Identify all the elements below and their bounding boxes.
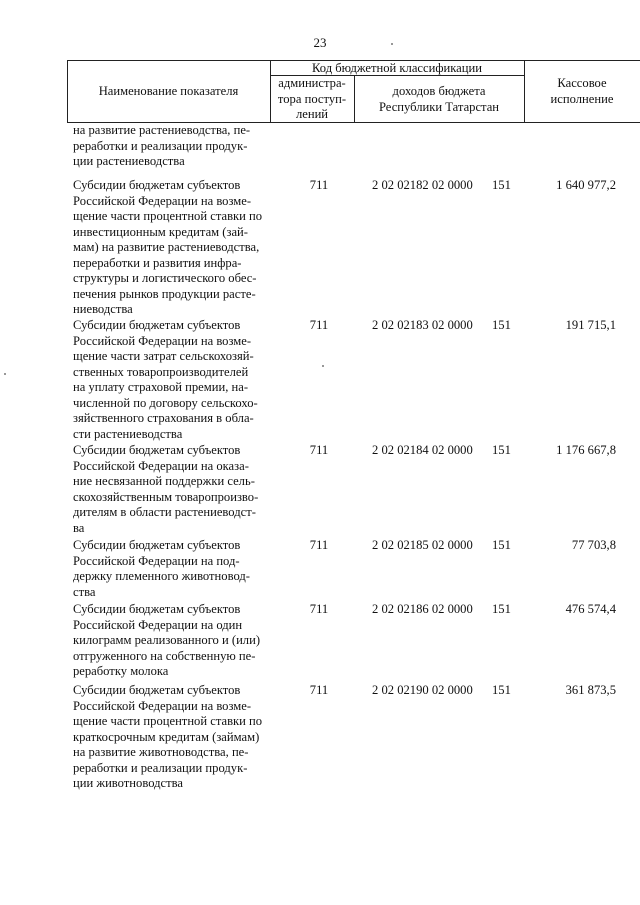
- row-subcode: 151: [492, 318, 511, 332]
- row-description: Субсидии бюджетам субъектов Российской Федерации на один килограмм реализованного и (или) отгруженного на собственную пе- реработку молока: [73, 602, 261, 678]
- header-revenues-of-republic: доходов бюджета Республики Татарстан: [378, 84, 500, 114]
- header-indicator-name: Наименование показателя: [98, 84, 239, 98]
- scan-speck: [4, 373, 6, 375]
- row-income-code: 2 02 02183 02 0000: [372, 318, 473, 332]
- row-subcode: 151: [492, 602, 511, 616]
- row-description: Субсидии бюджетам субъектов Российской Федерации на оказа- ние несвязанной поддержки сель- скохозяйственным товаропроизво- дителям в области растениеводст- ва: [73, 443, 259, 535]
- row-amount: 476 574,4: [565, 602, 616, 616]
- row-admin-code: 711: [309, 318, 329, 332]
- continued-description: на развитие растениеводства, пе- реработки и реализации продук- ции растениеводства: [73, 123, 251, 168]
- row-description: Субсидии бюджетам субъектов Российской Федерации на возме- щение части процентной ставки по инвестиционным кредитам (зай- мам) на развитие растениеводства, переработки и развития инфра- структуры и логистического обес- печения рынков продукции расте- ниеводства: [73, 178, 263, 316]
- row-description: Субсидии бюджетам субъектов Российской Федерации на под- держку племенного животновод- ства: [73, 538, 250, 599]
- row-subcode: 151: [492, 683, 511, 697]
- row-income-code: 2 02 02190 02 0000: [372, 683, 473, 697]
- row-admin-code: 711: [309, 443, 329, 457]
- row-amount: 1 640 977,2: [556, 178, 616, 192]
- header-budget-classification-code: Код бюджетной классификации: [312, 61, 482, 75]
- row-description: Субсидии бюджетам субъектов Российской Федерации на возме- щение части затрат сельскохозяй- ственных товаропроизводителей на уплату страховой премии, на- численной по договору сельскохо- зяйственного страхования в обла- сти растениеводства: [73, 318, 258, 441]
- row-admin-code: 711: [309, 683, 329, 697]
- row-income-code: 2 02 02185 02 0000: [372, 538, 473, 552]
- row-subcode: 151: [492, 443, 511, 457]
- row-admin-code: 711: [309, 538, 329, 552]
- header-revenue-administrator: администра- тора поступ- лений: [277, 76, 347, 121]
- row-subcode: 151: [492, 178, 511, 192]
- row-income-code: 2 02 02184 02 0000: [372, 443, 473, 457]
- row-amount: 77 703,8: [571, 538, 616, 552]
- row-admin-code: 711: [309, 602, 329, 616]
- row-amount: 191 715,1: [565, 318, 616, 332]
- scan-speck: [391, 43, 393, 45]
- page-number: 23: [313, 35, 327, 50]
- row-admin-code: 711: [309, 178, 329, 192]
- row-description: Субсидии бюджетам субъектов Российской Федерации на возме- щение части процентной ставки по краткосрочным кредитам (займам) на развитие животноводства, пе- реработки и реализации продук- ции животноводства: [73, 683, 263, 790]
- scan-speck: [322, 365, 324, 367]
- header-cash-execution: Кассовое исполнение: [550, 76, 614, 106]
- row-amount: 361 873,5: [565, 683, 616, 697]
- row-income-code: 2 02 02186 02 0000: [372, 602, 473, 616]
- row-amount: 1 176 667,8: [556, 443, 616, 457]
- row-income-code: 2 02 02182 02 0000: [372, 178, 473, 192]
- row-subcode: 151: [492, 538, 511, 552]
